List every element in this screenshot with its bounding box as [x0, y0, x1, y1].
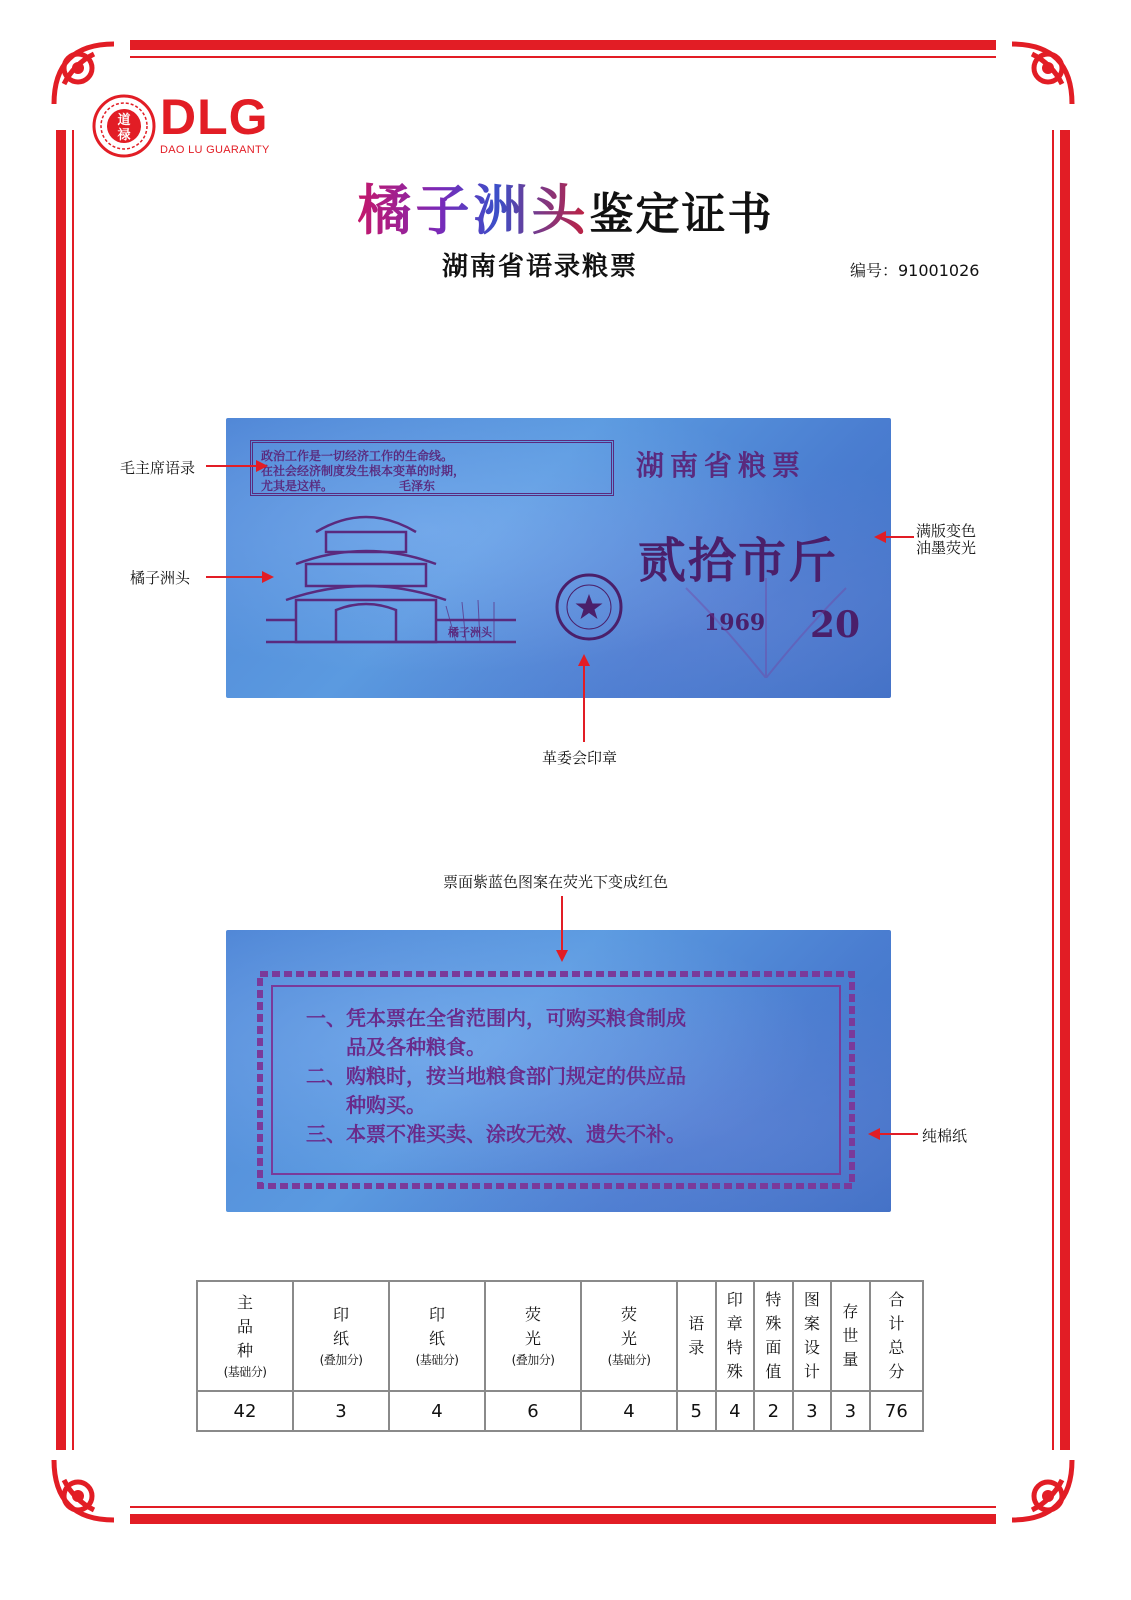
score-table-header-row [197, 1281, 923, 1391]
score-header-char: 录 [688, 1338, 705, 1357]
annotation-quote: 毛主席语录 [120, 459, 196, 477]
score-header-char: 世 [842, 1326, 859, 1345]
score-value-cell: 3 [831, 1391, 870, 1431]
score-header-char: 殊 [726, 1362, 743, 1381]
annotation-ink-line1: 满版变色 [916, 522, 977, 540]
score-header-cell [581, 1281, 677, 1391]
score-header-char: 值 [765, 1362, 782, 1381]
score-value-cell: 76 [870, 1391, 923, 1431]
annotation-ink-line2: 油墨荧光 [916, 539, 977, 557]
score-table-value-row [197, 1391, 923, 1431]
annotation-paper: 纯棉纸 [922, 1127, 968, 1145]
score-header-cell [197, 1281, 293, 1391]
score-header-char: 种 [236, 1341, 253, 1360]
score-value-cell: 3 [793, 1391, 832, 1431]
score-header-char: 印 [726, 1290, 743, 1309]
arrow-line [884, 536, 914, 538]
certificate-title [0, 178, 1131, 256]
score-header-char: 特 [726, 1338, 743, 1357]
arrow-line [561, 896, 563, 952]
score-value-cell: 4 [581, 1391, 677, 1431]
score-header-cell [793, 1281, 832, 1391]
score-header-cell [831, 1281, 870, 1391]
score-header-char: 分 [888, 1362, 905, 1381]
score-header-sub: (基础分) [607, 1353, 651, 1367]
terms-line: 一、凭本票在全省范围内，可购买粮食制成 [306, 1006, 686, 1030]
score-header-char: 纸 [428, 1329, 445, 1348]
score-header-char: 印 [332, 1305, 349, 1324]
score-header-cell [716, 1281, 755, 1391]
score-value-cell: 3 [293, 1391, 389, 1431]
score-header-char: 荧 [620, 1305, 637, 1324]
ticket-header: 湖南省粮票 [636, 449, 807, 482]
score-value-cell: 4 [716, 1391, 755, 1431]
annotation-seal: 革委会印章 [542, 749, 618, 767]
brand-logo-text: DLG [160, 89, 269, 145]
ticket-front-image [226, 418, 891, 698]
committee-seal-icon [554, 572, 624, 642]
annotation-scene: 橘子洲头 [130, 569, 191, 587]
wheat-ornament-icon [666, 568, 866, 678]
ticket-denomination: 20 [810, 604, 861, 646]
score-header-char: 殊 [765, 1314, 782, 1333]
corner-ornament-icon [1002, 34, 1082, 114]
terms-line: 三、本票不准买卖、涂改无效、遗失不补。 [306, 1122, 686, 1146]
quote-line: 尤其是这样。 毛泽东 [261, 479, 436, 493]
score-header-char: 特 [765, 1290, 782, 1309]
terms-line: 品及各种粮食。 [306, 1035, 486, 1059]
score-header-cell [870, 1281, 923, 1391]
score-header-cell [677, 1281, 716, 1391]
title-item-name: 橘子洲头 [357, 178, 590, 242]
score-header-char: 光 [620, 1329, 637, 1348]
arrow-down-icon [556, 950, 568, 962]
ticket-back-image [226, 930, 891, 1212]
score-header-char: 印 [428, 1305, 445, 1324]
score-header-char: 量 [842, 1350, 859, 1369]
score-header-char: 案 [803, 1314, 820, 1333]
ticket-value-text: 贰拾市斤 [638, 533, 839, 589]
svg-text:禄: 禄 [117, 128, 131, 143]
score-header-char: 光 [524, 1329, 541, 1348]
score-header-sub: (叠加分) [319, 1353, 363, 1367]
ticket-back-terms [306, 1004, 826, 1149]
score-header-sub: (基础分) [415, 1353, 459, 1367]
score-header-char: 合 [888, 1290, 905, 1309]
score-header-char: 主 [236, 1293, 253, 1312]
arrow-right-icon [262, 571, 274, 583]
title-suffix: 鉴定证书 [589, 189, 774, 240]
arrow-line [583, 664, 585, 742]
terms-line: 二、购粮时，按当地粮食部门规定的供应品 [306, 1064, 686, 1088]
dlg-seal-logo-icon [92, 94, 156, 158]
score-header-cell [389, 1281, 485, 1391]
quote-line: 政治工作是一切经济工作的生命线。 [261, 449, 454, 463]
brand-logo-subtitle: DAO LU GUARANTY [160, 144, 270, 156]
score-header-cell [485, 1281, 581, 1391]
score-value-cell: 4 [389, 1391, 485, 1431]
score-value-cell: 6 [485, 1391, 581, 1431]
score-value-cell: 42 [197, 1391, 293, 1431]
corner-ornament-icon [1002, 1450, 1082, 1530]
serial-number: 编号：91001026 [850, 261, 980, 280]
svg-text:道: 道 [117, 113, 131, 128]
corner-ornament-icon [44, 1450, 124, 1530]
arrow-line [878, 1133, 918, 1135]
ticket-caption: 橘子洲头 [448, 626, 492, 639]
score-header-sub: (基础分) [223, 1365, 267, 1379]
score-header-char: 荧 [524, 1305, 541, 1324]
score-header-char: 总 [888, 1338, 905, 1357]
score-header-char: 存 [842, 1302, 859, 1321]
score-header-char: 计 [803, 1362, 820, 1381]
score-header-char: 面 [765, 1338, 782, 1357]
arrow-right-icon [256, 460, 268, 472]
annotation-pattern: 票面紫蓝色图案在荧光下变成红色 [443, 873, 669, 891]
arrow-line [206, 576, 264, 578]
ticket-year: 1969 [704, 610, 766, 636]
arrow-line [206, 465, 260, 467]
score-header-char: 计 [888, 1314, 905, 1333]
quote-line: 在社会经济制度发生根本变革的时期， [261, 464, 466, 478]
score-header-cell [293, 1281, 389, 1391]
score-header-cell [754, 1281, 793, 1391]
quote-box [250, 440, 614, 496]
score-header-char: 纸 [332, 1329, 349, 1348]
score-header-char: 图 [803, 1290, 820, 1309]
score-header-sub: (叠加分) [511, 1353, 555, 1367]
score-header-char: 章 [726, 1314, 743, 1333]
score-header-char: 品 [236, 1317, 253, 1336]
score-value-cell: 5 [677, 1391, 716, 1431]
score-header-char: 设 [803, 1338, 820, 1357]
score-value-cell: 2 [754, 1391, 793, 1431]
terms-line: 种购买。 [306, 1093, 426, 1117]
score-header-char: 语 [688, 1314, 705, 1333]
certificate-subtitle: 湖南省语录粮票 [441, 252, 638, 282]
score-table [196, 1280, 924, 1432]
